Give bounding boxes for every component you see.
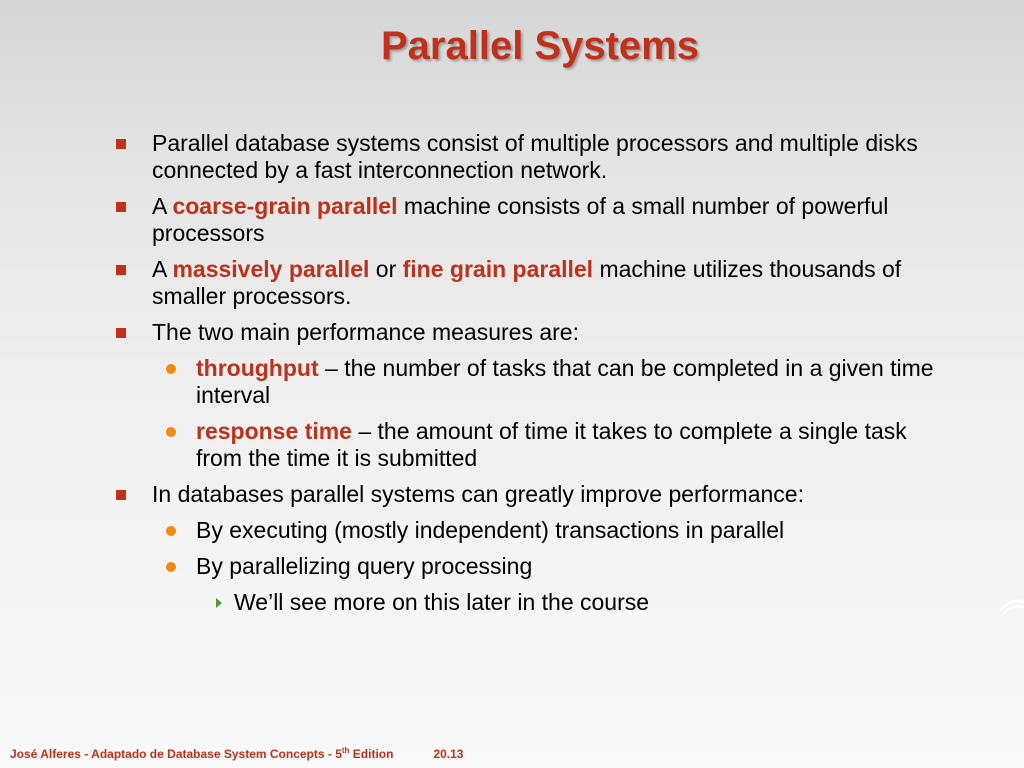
bullet-item-level2: [108, 418, 948, 472]
bullet-text: [152, 130, 918, 183]
highlighted-term: massively parallel: [172, 256, 370, 282]
bullet-text: [152, 481, 804, 507]
bullet-text: [152, 256, 901, 309]
bullet-text: [196, 517, 784, 543]
page-number: 20.13: [433, 747, 464, 761]
bullet-text-segment: In databases parallel systems can greatly improve performance:: [152, 481, 804, 507]
highlighted-term: response time: [196, 418, 352, 444]
bullet-text: [196, 355, 934, 408]
bullet-item-level2: [108, 355, 948, 409]
bullet-item-level1: [108, 481, 948, 508]
bullet-item-level2: [108, 517, 948, 544]
square-bullet-icon: [116, 139, 126, 149]
circle-bullet-icon: [166, 526, 176, 536]
bullet-text-segment: The two main performance measures are:: [152, 319, 579, 345]
bullet-text: [152, 319, 579, 345]
bullet-text: [196, 418, 907, 471]
square-bullet-icon: [116, 490, 126, 500]
highlighted-term: coarse-grain parallel: [172, 193, 398, 219]
circle-bullet-icon: [166, 427, 176, 437]
footer-text: José Alferes - Adaptado de Database System Concepts - 5: [10, 747, 342, 761]
bullet-text-segment: – the amount of time it takes to complete a single task from the time it is submitted: [196, 418, 907, 471]
bullet-item-level3: [108, 589, 948, 616]
bullet-text: [196, 553, 532, 579]
circle-bullet-icon: [166, 364, 176, 374]
square-bullet-icon: [116, 328, 126, 338]
bullet-text-segment: By parallelizing query processing: [196, 553, 533, 579]
bullet-text-segment: Parallel database systems consist of multiple processors and multiple disks connected by a fast interconnection network.: [152, 130, 918, 183]
bullet-item-level1: [108, 319, 948, 346]
bullet-text-segment: A: [152, 256, 173, 282]
bullet-text: [152, 193, 888, 246]
circle-bullet-icon: [166, 562, 176, 572]
bullet-text-segment: or: [369, 256, 403, 282]
square-bullet-icon: [116, 265, 126, 275]
bullet-item-level1: [108, 130, 948, 184]
decorative-curve-icon: [1000, 598, 1024, 614]
bullet-item-level1: [108, 193, 948, 247]
footer-superscript: th: [341, 746, 350, 755]
footer: [10, 746, 463, 761]
footer-edition: Edition: [349, 747, 394, 761]
square-bullet-icon: [116, 202, 126, 212]
bullet-item-level1: [108, 256, 948, 310]
bullet-text-segment: We’ll see more on this later in the course: [234, 589, 650, 615]
triangle-bullet-icon: [216, 598, 222, 608]
slide-title: Parallel Systems: [381, 24, 699, 68]
bullet-list: [108, 130, 948, 624]
highlighted-term: throughput: [196, 355, 319, 381]
bullet-text-segment: machine consists of a small number of powerful processors: [152, 193, 889, 246]
highlighted-term: fine grain parallel: [402, 256, 594, 282]
bullet-text-segment: machine utilizes thousands of smaller processors.: [152, 256, 902, 309]
bullet-text-segment: – the number of tasks that can be completed in a given time interval: [196, 355, 934, 408]
bullet-text: [234, 589, 649, 615]
bullet-item-level2: [108, 553, 948, 580]
bullet-text-segment: A: [152, 193, 173, 219]
bullet-text-segment: By executing (mostly independent) transactions in parallel: [196, 517, 785, 543]
